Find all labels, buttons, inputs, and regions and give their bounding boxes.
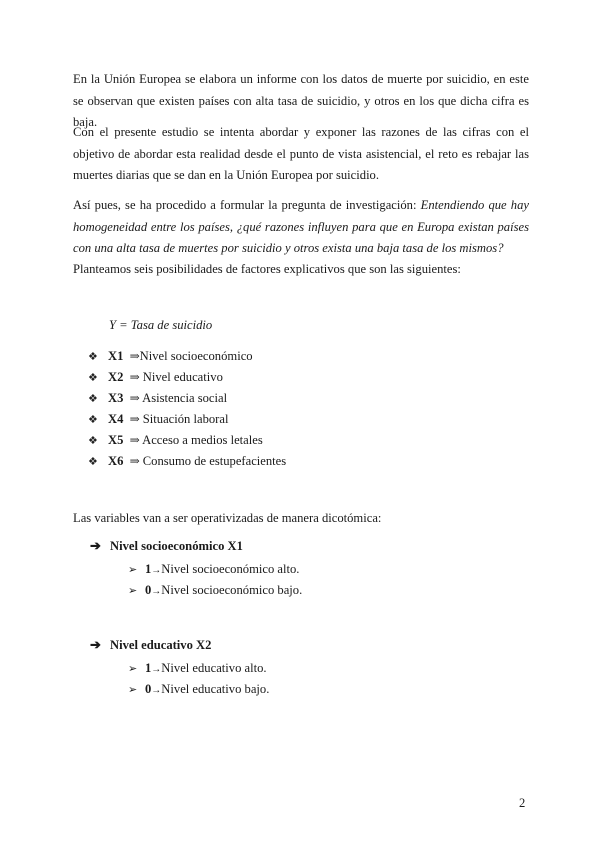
option-value: 1: [145, 661, 152, 675]
right-arrow-icon: ➔: [90, 637, 101, 652]
arrow-icon: →: [151, 685, 162, 696]
option-label: Nivel socioeconómico alto.: [161, 562, 300, 576]
factor-item: [88, 388, 286, 409]
triangle-bullet-icon: ➢: [128, 663, 138, 675]
option-item: [128, 679, 269, 700]
factor-label: Nivel socioeconómico: [139, 349, 253, 363]
paragraph-intro: En la Unión Europea se elabora un informe con los datos de muerte por suicidio, en este se observan que existen países con alta tasa de suicidio, y otros en los que dicha cifra es baja.: [73, 72, 529, 129]
arrow-icon: →: [151, 565, 162, 576]
double-arrow-icon: ⇒: [129, 349, 140, 363]
option-item: [128, 559, 302, 580]
section-title: Nivel socioeconómico X1: [110, 539, 243, 553]
triangle-bullet-icon: ➢: [128, 585, 138, 597]
diamond-bullet-icon: ❖: [88, 414, 98, 426]
factor-label: Nivel educativo: [142, 370, 223, 384]
paragraph-objective: Con el presente estudio se intenta abordar y exponer las razones de las cifras con el objetivo de abordar esta realidad desde el punto de vista asistencial, el reto es rebajar las muertes diarias que se dan en la Unión Europea por suicidio.: [73, 125, 529, 182]
section-title: Nivel educativo X2: [110, 638, 212, 652]
triangle-bullet-icon: ➢: [128, 564, 138, 576]
factor-item: [88, 367, 286, 388]
factor-list: [88, 346, 286, 472]
factor-code: X2: [108, 370, 124, 384]
factor-code: X4: [108, 412, 124, 426]
option-list-educational: [128, 658, 269, 700]
factor-label: Consumo de estupefacientes: [142, 454, 287, 468]
option-label: Nivel educativo alto.: [161, 661, 267, 675]
option-item: [128, 658, 269, 679]
triangle-bullet-icon: ➢: [128, 684, 138, 696]
factor-label: Situación laboral: [142, 412, 229, 426]
diamond-bullet-icon: ❖: [88, 456, 98, 468]
operationalization-intro: Las variables van a ser operativizadas de manera dicotómica:: [73, 511, 382, 525]
double-arrow-icon: ⇒: [129, 412, 140, 426]
double-arrow-icon: ⇒: [129, 391, 140, 405]
factor-code: X5: [108, 433, 124, 447]
option-label: Nivel socioeconómico bajo.: [161, 583, 303, 597]
diamond-bullet-icon: ❖: [88, 435, 98, 447]
diamond-bullet-icon: ❖: [88, 372, 98, 384]
factor-code: X1: [108, 349, 124, 363]
double-arrow-icon: ⇒: [129, 433, 140, 447]
research-question-lead: Así pues, se ha procedido a formular la pregunta de investigación:: [73, 198, 421, 212]
dependent-variable: Y = Tasa de suicidio: [109, 318, 213, 332]
arrow-icon: →: [151, 664, 162, 675]
factor-item: [88, 409, 286, 430]
option-list-socioeconomic: [128, 559, 302, 601]
factor-code: X6: [108, 454, 124, 468]
factor-code: X3: [108, 391, 124, 405]
paragraph-research-question: [73, 195, 529, 260]
factor-item: [88, 430, 286, 451]
double-arrow-icon: ⇒: [129, 454, 140, 468]
arrow-icon: →: [151, 586, 162, 597]
section-heading-socioeconomic: [90, 538, 243, 554]
option-label: Nivel educativo bajo.: [161, 682, 270, 696]
diamond-bullet-icon: ❖: [88, 351, 98, 363]
right-arrow-icon: ➔: [90, 538, 101, 553]
double-arrow-icon: ⇒: [129, 370, 140, 384]
page-number: 2: [519, 796, 526, 810]
section-heading-educational: [90, 637, 211, 653]
diamond-bullet-icon: ❖: [88, 393, 98, 405]
option-value: 1: [145, 562, 152, 576]
factor-label: Asistencia social: [142, 391, 228, 405]
factor-item: [88, 451, 286, 472]
option-item: [128, 580, 302, 601]
factor-item: [88, 346, 286, 367]
research-question-text: Entendiendo que hay homogeneidad entre los países, ¿qué razones influyen para que en Europa existan países con una alta tasa de muertes por suicidio y otros exista una baja tasa de los mismos?: [73, 198, 529, 255]
factor-label: Acceso a medios letales: [142, 433, 263, 447]
option-value: 0: [145, 682, 152, 696]
paragraph-factors-intro: Planteamos seis posibilidades de factores explicativos que son las siguientes:: [73, 262, 461, 276]
option-value: 0: [145, 583, 152, 597]
